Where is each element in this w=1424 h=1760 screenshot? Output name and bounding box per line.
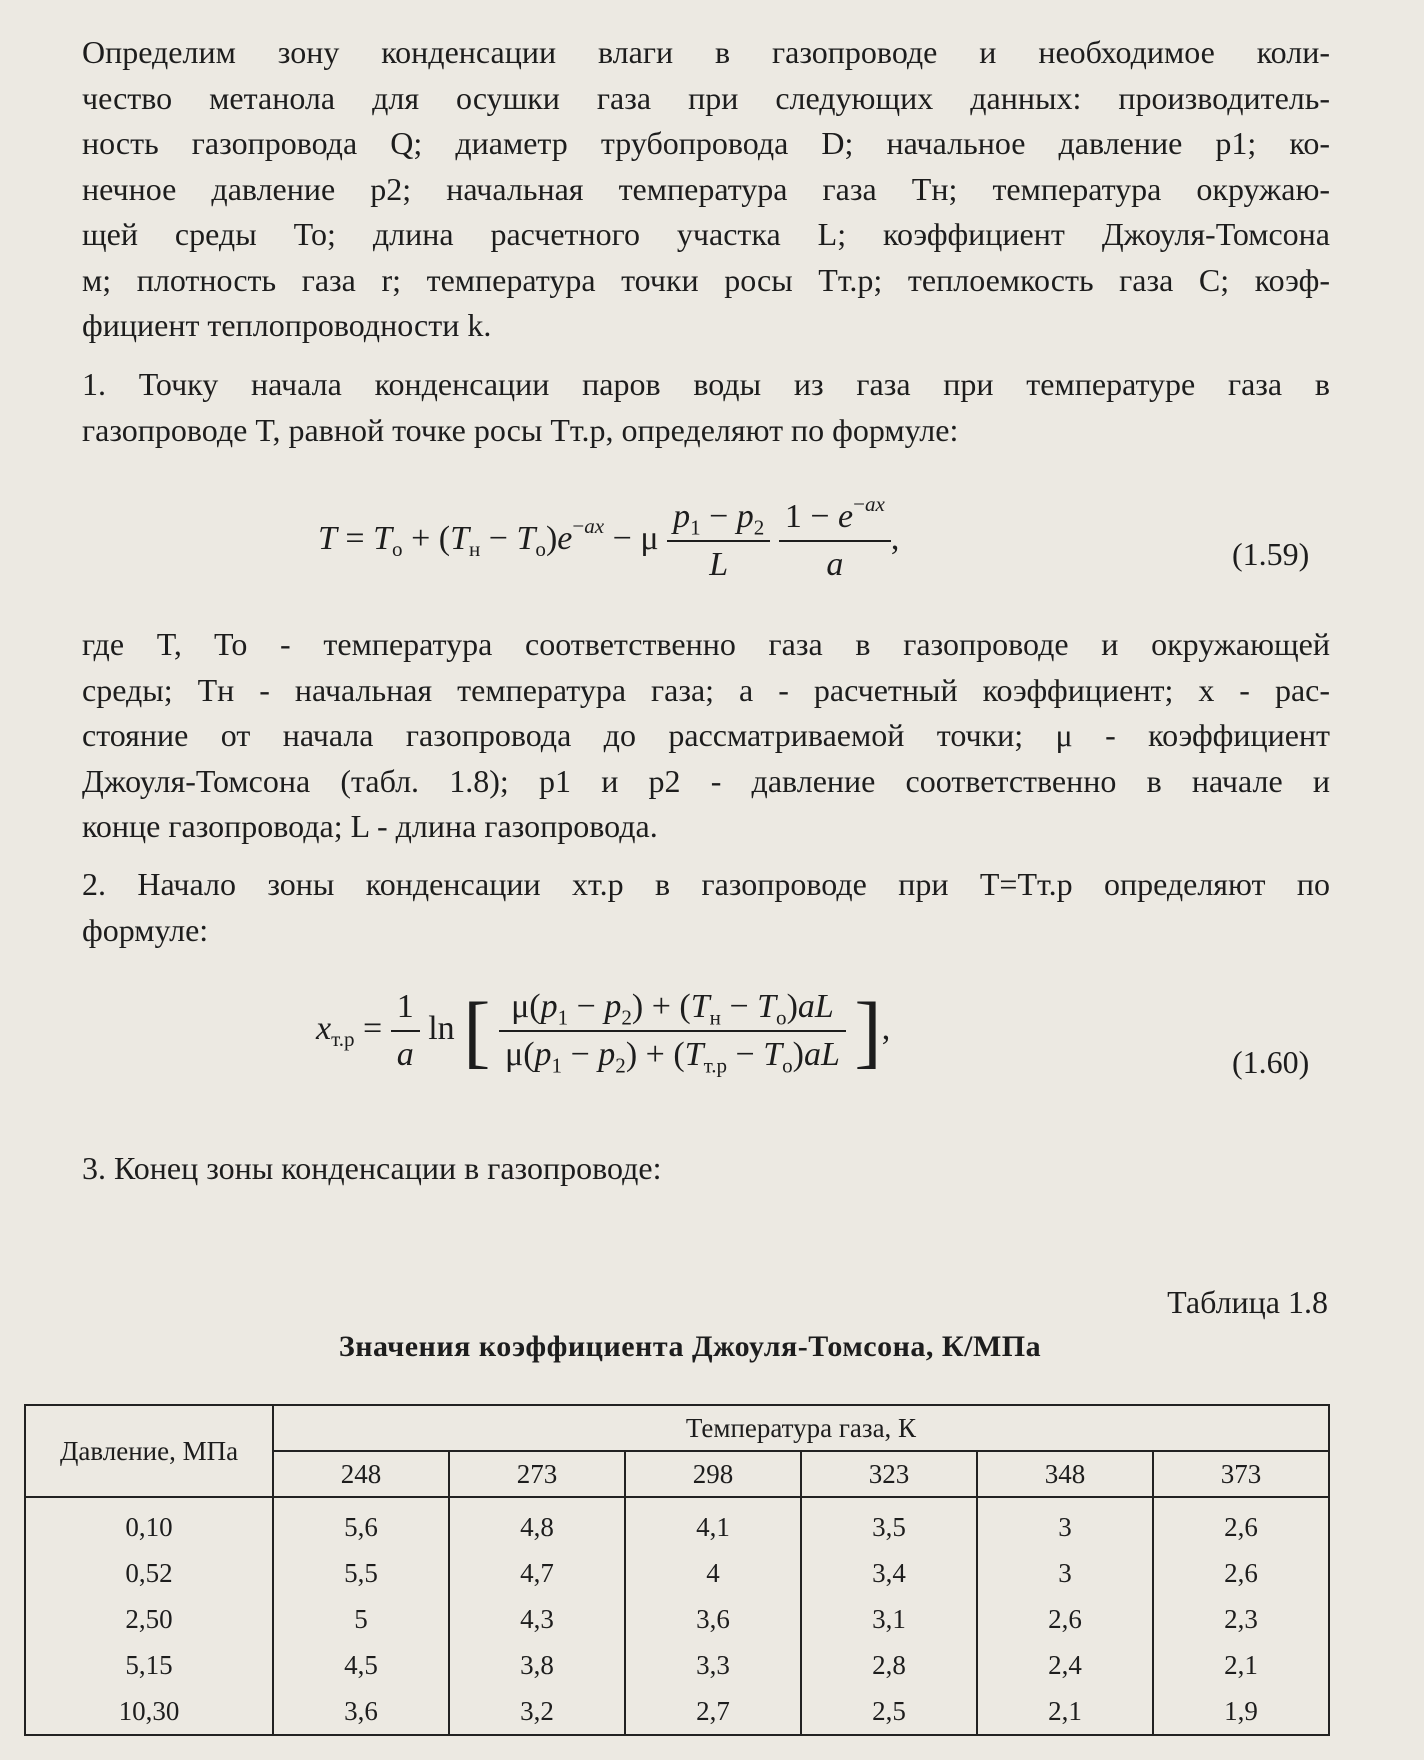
table-cell: 2,7 (625, 1688, 801, 1735)
table-cell: 2,4 (977, 1642, 1153, 1688)
table-row (25, 1688, 1329, 1735)
pressure-cell: 2,50 (25, 1596, 273, 1642)
table-cell: 3,2 (449, 1688, 625, 1735)
table-cell: 2,5 (801, 1688, 977, 1735)
pressure-cell: 5,15 (25, 1642, 273, 1688)
table-row (25, 1550, 1329, 1596)
step1-paragraph (54, 362, 1330, 453)
fraction: $\frac{1 - e^{-ax}}{a}$ (779, 500, 891, 582)
fraction: $\frac{1}{a}$ (391, 990, 420, 1072)
table-cell: 2,6 (977, 1596, 1153, 1642)
table-row (25, 1596, 1329, 1642)
pressure-header: Давление, МПа (25, 1405, 273, 1497)
fraction: $\frac{p_1 - p_2}{L}$ (667, 500, 770, 582)
text-line: м; плотность газа r; температура точки росы Tт.р; теплоемкость газа C; коэф- (82, 261, 1330, 298)
table-cell: 2,8 (801, 1642, 977, 1688)
step3-paragraph (54, 1146, 954, 1192)
text-line: щей среды To; длина расчетного участка L; коэффициент Джоуля-Томсона (82, 216, 1330, 252)
temperature-column-header: 273 (449, 1451, 625, 1497)
text-line: конце газопровода; L - длина газопровода. (82, 808, 658, 844)
table-cell: 1,9 (1153, 1688, 1329, 1735)
pressure-cell: 10,30 (25, 1688, 273, 1735)
joule-thomson-table (24, 1404, 1330, 1736)
table-row (25, 1497, 1329, 1550)
table-cell: 3 (977, 1550, 1153, 1596)
step2-paragraph (54, 862, 1330, 953)
table-cell: 2,6 (1153, 1550, 1329, 1596)
table-cell: 4,1 (625, 1497, 801, 1550)
table-cell: 3,6 (273, 1688, 449, 1735)
table-label: Таблица 1.8 (1167, 1284, 1328, 1320)
table-cell: 5 (273, 1596, 449, 1642)
text-line: Джоуля-Томсона (табл. 1.8); p1 и p2 - давление соответственно в начале и (82, 762, 1330, 799)
table-cell: 2,3 (1153, 1596, 1329, 1642)
text-line: нечное давление p2; начальная температура газа Tн; температура окружаю- (82, 170, 1330, 207)
text-line: чество метанола для осушки газа при следующих данных: производитель- (82, 79, 1330, 116)
equation-number: (1.59) (1232, 536, 1310, 572)
text-line: стояние от начала газопровода до рассматриваемой точки; μ - коэффициент (82, 717, 1330, 753)
text-line: 3. Конец зоны конденсации в газопроводе: (82, 1150, 662, 1186)
table-cell: 3,4 (801, 1550, 977, 1596)
temperature-column-header: 298 (625, 1451, 801, 1497)
table-cell: 3,5 (801, 1497, 977, 1550)
text-line: формуле: (82, 911, 209, 948)
where-paragraph (54, 622, 1330, 850)
table-cell: 2,1 (977, 1688, 1153, 1735)
text-line: ность газопровода Q; диаметр трубопровода D; начальное давление p1; ко- (82, 125, 1330, 161)
fraction: $\frac{\mu(p_1 - p_2) + (T_н - T_o)aL}{\mu(p_1 - p_2) + (T_{т.р} - T_o)aL}$ (499, 990, 846, 1072)
table-title: Значения коэффициента Джоуля-Томсона, К/МПа (338, 1330, 1042, 1363)
pressure-cell: 0,52 (25, 1550, 273, 1596)
text-line: газопроводе T, равной точке росы Tт.р, определяют по формуле: (82, 411, 959, 448)
table-cell: 4,8 (449, 1497, 625, 1550)
table-cell: 5,6 (273, 1497, 449, 1550)
text-line: фициент теплопроводности k. (82, 307, 492, 343)
text-line: среды; Tн - начальная температура газа; а - расчетный коэффициент; x - рас- (82, 671, 1330, 708)
formula-1-60: $x_{т.р}$ = $\frac{1}{a}$ ln [ $\frac{\mu(p_1 - p_2) + (T_н - T_o)aL}{\mu(p_1 - p_2) + (T_{т.р} - T_o)aL}$ ], (316, 985, 891, 1078)
table-cell: 3 (977, 1497, 1153, 1550)
table-cell: 4,3 (449, 1596, 625, 1642)
text-line: Определим зону конденсации влаги в газопроводе и необходимое коли- (82, 34, 1330, 70)
text-line: 1. Точку начала конденсации паров воды из газа при температуре газа в (82, 366, 1330, 402)
temperature-column-header: 323 (801, 1451, 977, 1497)
temperature-column-header: 348 (977, 1451, 1153, 1497)
table-cell: 3,3 (625, 1642, 801, 1688)
text-line: где T, To - температура соответственно газа в газопроводе и окружающей (82, 626, 1330, 662)
text-line: 2. Начало зоны конденсации xт.р в газопроводе при T=Tт.р определяют по (82, 866, 1330, 902)
table-cell: 2,6 (1153, 1497, 1329, 1550)
table-cell: 4,7 (449, 1550, 625, 1596)
table-cell: 4 (625, 1550, 801, 1596)
table-cell: 5,5 (273, 1550, 449, 1596)
temperature-header: Температура газа, К (273, 1405, 1329, 1451)
equation-number: (1.60) (1232, 1044, 1310, 1080)
table-cell: 3,6 (625, 1596, 801, 1642)
formula-1-59: $T = T_o + (T_н - T_o)e^{-ax} - \mu$ $\frac{p_1 - p_2}{L}$ $\frac{1 - e^{-ax}}{a}$ , (318, 492, 900, 583)
table-cell: 4,5 (273, 1642, 449, 1688)
pressure-cell: 0,10 (25, 1497, 273, 1550)
table-cell: 3,1 (801, 1596, 977, 1642)
table-cell: 2,1 (1153, 1642, 1329, 1688)
temperature-column-header: 373 (1153, 1451, 1329, 1497)
table-cell: 3,8 (449, 1642, 625, 1688)
temperature-column-header: 248 (273, 1451, 449, 1497)
table-row (25, 1642, 1329, 1688)
intro-paragraph (54, 30, 1330, 349)
